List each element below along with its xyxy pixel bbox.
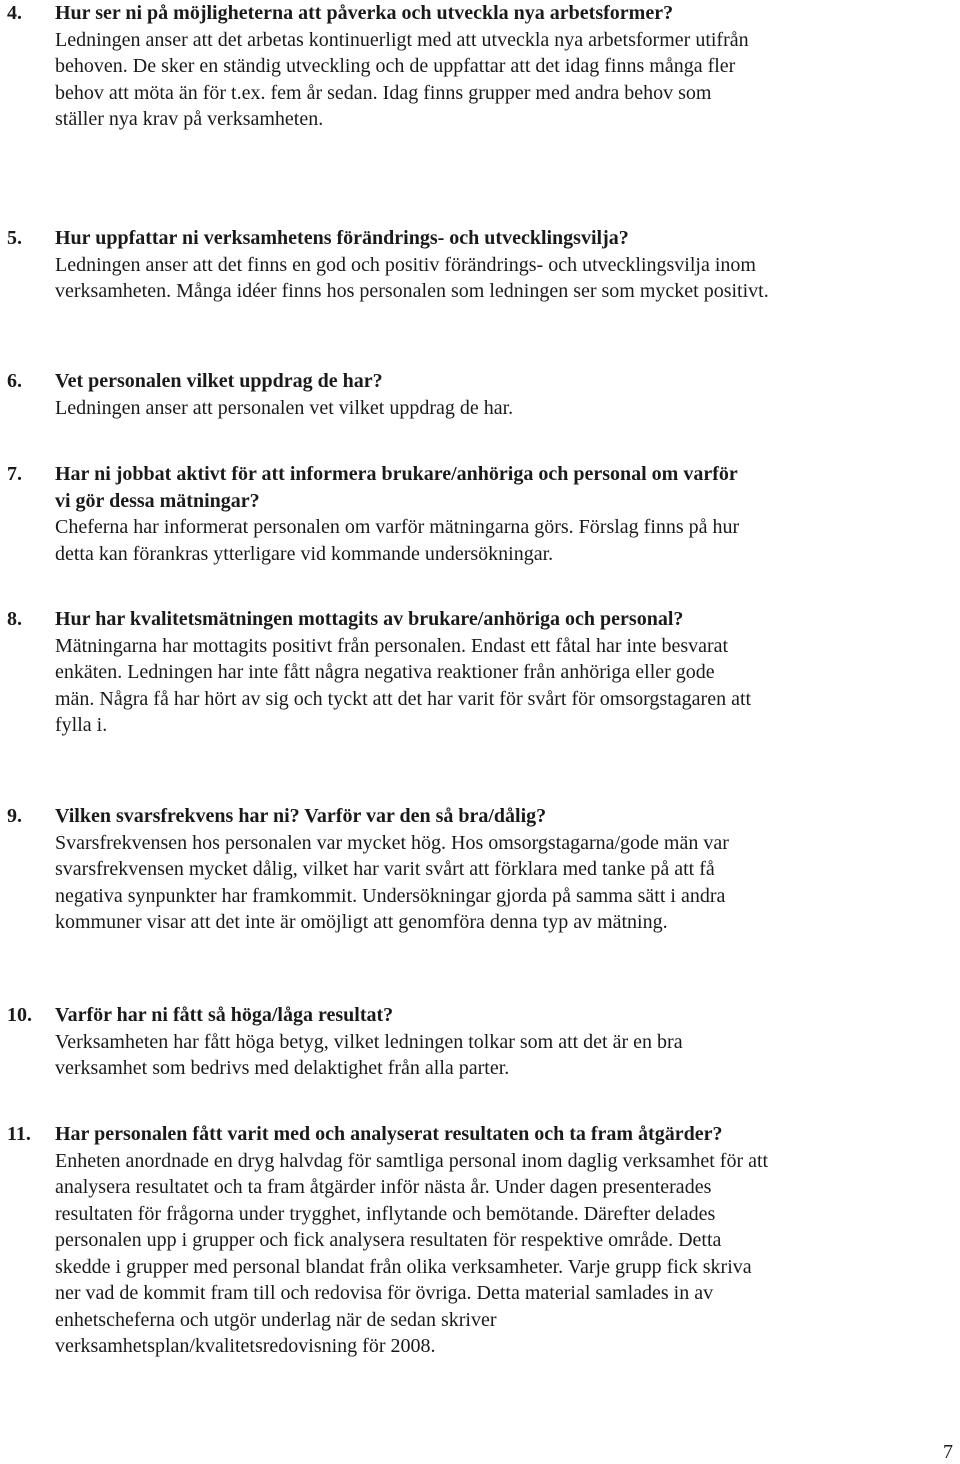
section-answer: Ledningen anser att det finns en god och positiv förändrings- och utvecklingsvilja inom verksamheten. Många idéer finns hos personalen som ledningen ser som mycket positivt. [55,253,769,302]
section-question: Har personalen fått varit med och analyserat resultaten och ta fram åtgärder? [55,1123,723,1145]
section-7 [0,461,800,567]
section-number: 4. [7,2,22,24]
section-question: Har ni jobbat aktivt för att informera brukare/anhöriga och personal om varför vi gör dessa mätningar? [55,463,738,512]
section-4 [0,0,800,133]
section-8 [0,606,800,739]
section-question: Hur har kvalitetsmätningen mottagits av brukare/anhöriga och personal? [55,608,684,630]
section-5 [0,225,800,305]
section-question: Hur uppfattar ni verksamhetens förändrings- och utvecklingsvilja? [55,227,629,249]
section-10 [0,1002,800,1082]
section-number: 10. [7,1004,32,1026]
section-question: Hur ser ni på möjligheterna att påverka och utveckla nya arbetsformer? [55,2,674,24]
section-number: 9. [7,805,22,827]
section-number: 5. [7,227,22,249]
section-number: 7. [7,463,22,485]
section-answer: Mätningarna har mottagits positivt från personalen. Endast ett fåtal har inte besvarat enkäten. Ledningen har inte fått några negativa reaktioner från anhöriga eller gode män. Några få har hört av sig och tyckt att det har varit för svårt för omsorgstagaren att fylla i. [55,634,752,736]
section-answer: Ledningen anser att det arbetas kontinuerligt med att utveckla nya arbetsformer utifrån behoven. De sker en ständig utveckling och de uppfattar att det idag finns många fler behov att möta än för t.ex. fem år sedan. Idag finns grupper med andra behov som ställer nya krav på verksamheten. [55,28,749,130]
section-answer: Ledningen anser att personalen vet vilket uppdrag de har. [55,396,514,419]
section-6 [0,368,800,421]
section-answer: Verksamheten har fått höga betyg, vilket ledningen tolkar som att det är en bra verksamhet som bedrivs med delaktighet från alla parter. [55,1030,683,1079]
section-question: Varför har ni fått så höga/låga resultat? [55,1004,394,1026]
section-11 [0,1121,800,1360]
section-answer: Svarsfrekvensen hos personalen var mycket hög. Hos omsorgstagarna/gode män var svarsfrekvensen mycket dålig, vilket har varit svårt att förklara med tanke på att få negativa synpunkter har framkommit. Undersökningar gjorda på samma sätt i andra kommuner visar att det inte är omöjligt att genomföra denna typ av mätning. [55,831,729,933]
section-number: 6. [7,370,22,392]
section-9 [0,803,800,936]
section-question: Vet personalen vilket uppdrag de har? [55,370,383,392]
section-question: Vilken svarsfrekvens har ni? Varför var den så bra/dålig? [55,805,547,827]
section-answer: Cheferna har informerat personalen om varför mätningarna görs. Förslag finns på hur detta kan förankras ytterligare vid kommande undersökningar. [55,516,740,565]
section-answer: Enheten anordnade en dryg halvdag för samtliga personal inom daglig verksamhet för att analysera resultatet och ta fram åtgärder inför nästa år. Under dagen presenterades resultaten för frågorna under trygghet, inflytande och bemötande. Därefter delades personalen upp i grupper och fick analysera resultaten för respektive område. Detta skedde i grupper med personal blandat från olika verksamheter. Varje grupp fick skriva ner vad de kommit fram till och redovisa för övriga. Detta material samlades in av enhetscheferna och utgör underlag när de sedan skriver verksamhetsplan/kvalitetsredovisning för 2008. [55,1149,769,1357]
section-number: 8. [7,608,22,630]
page-number: 7 [943,1441,953,1463]
section-number: 11. [7,1123,31,1145]
